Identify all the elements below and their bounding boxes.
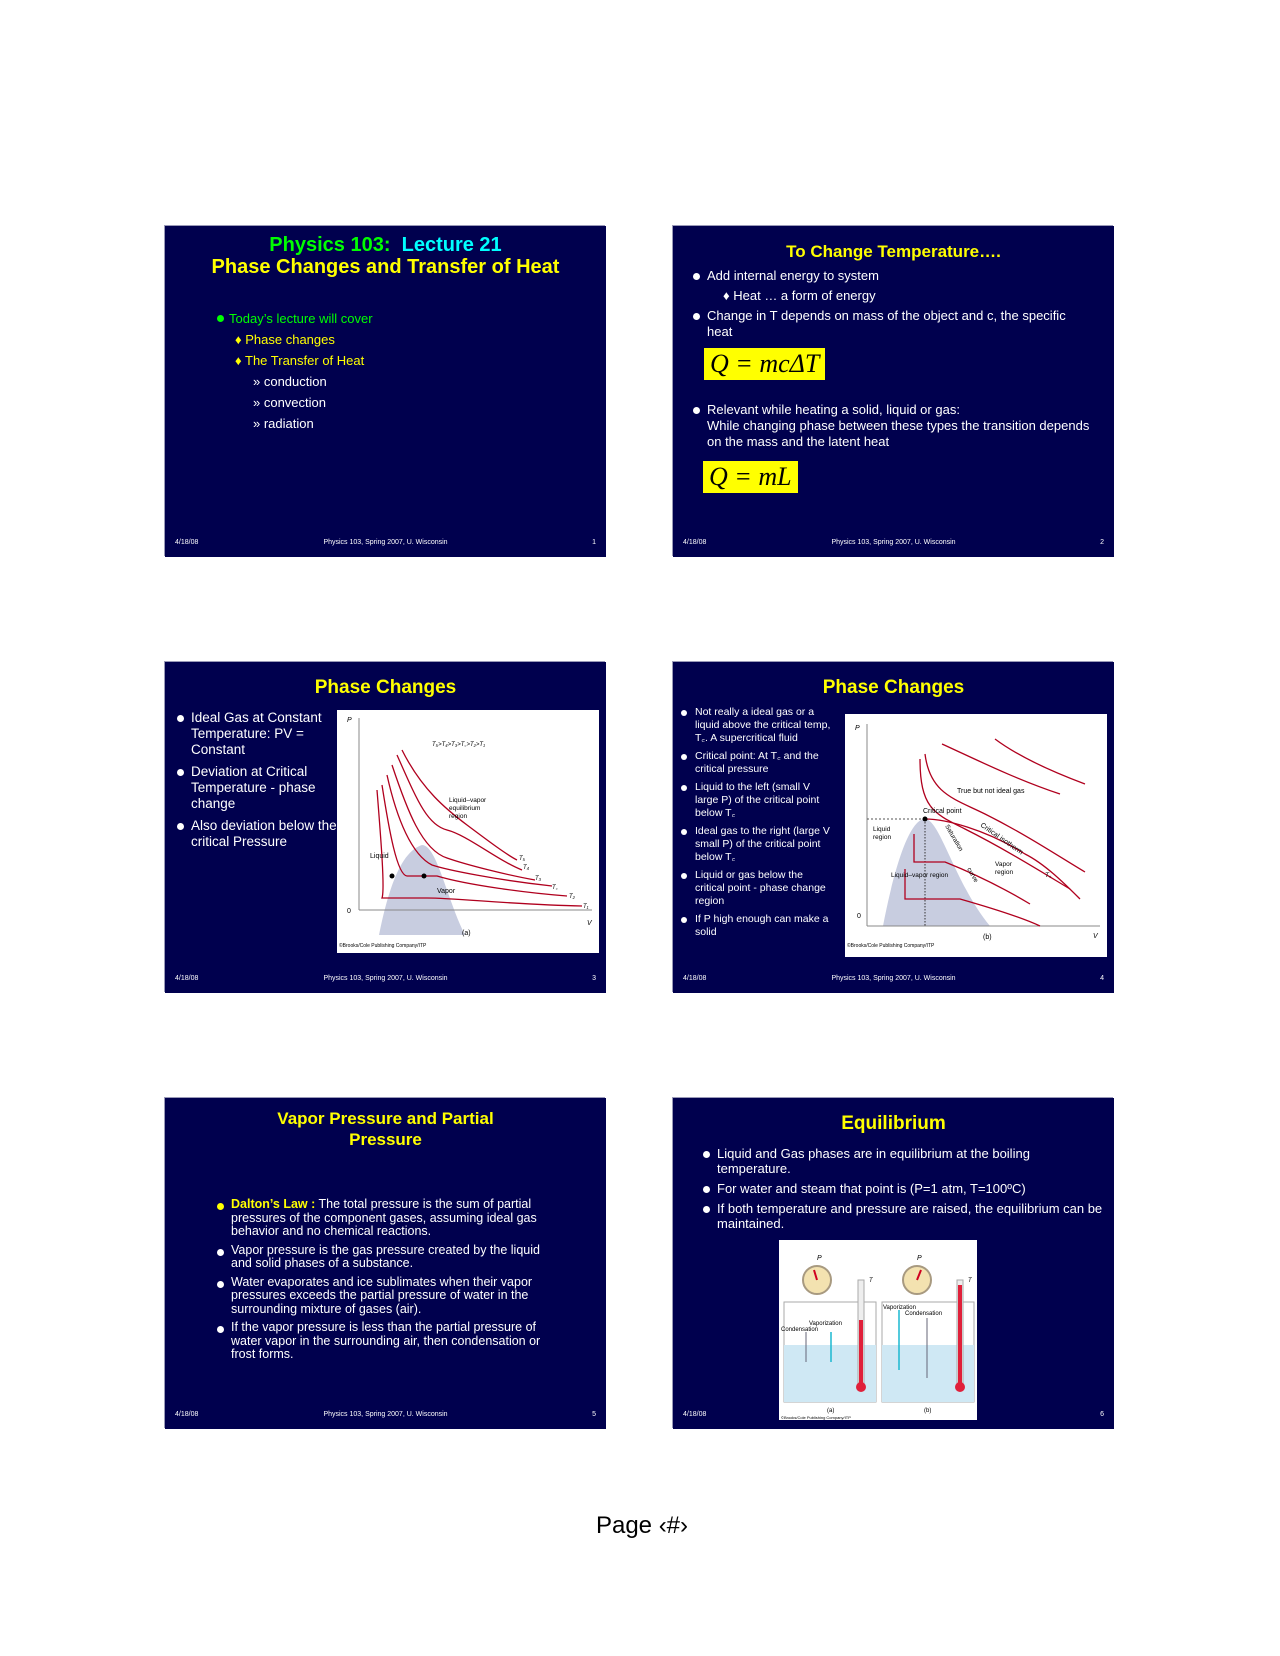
svg-text:(a): (a) bbox=[462, 930, 471, 937]
slide-6 bbox=[673, 1098, 1114, 1429]
slide-footer: 4/18/08 Physics 103, Spring 2007, U. Wisconsin 1 bbox=[175, 539, 596, 546]
equation-latent-heat: Q = mL bbox=[703, 461, 798, 493]
bullet-list: Today’s lecture will cover ♦ Phase changes ♦ The Transfer of Heat » conduction » convection » radiation bbox=[217, 308, 373, 434]
bullet-list: Liquid and Gas phases are in equilibrium at the boiling temperature. For water and steam that point is (P=1 atm, T=100ºC) If both temperature and pressure are raised, the equilibrium can be maintained. bbox=[703, 1146, 1103, 1231]
svg-text:Liquid: Liquid bbox=[873, 826, 891, 833]
bullet-icon bbox=[681, 917, 687, 923]
svg-text:0: 0 bbox=[857, 913, 861, 920]
bullet-icon bbox=[217, 1249, 224, 1256]
svg-text:T꜀: T꜀ bbox=[1045, 872, 1052, 879]
slide-title: Phase Changes bbox=[314, 677, 457, 698]
svg-text:Critical point: Critical point bbox=[923, 808, 962, 815]
diamond-bullet-icon: ♦ bbox=[723, 288, 734, 303]
svg-text:T₁: T₁ bbox=[583, 904, 589, 910]
slide-title: To Change Temperature…. bbox=[786, 242, 1001, 261]
svg-text:©Brooks/Cole Publishing Compan: ©Brooks/Cole Publishing Company/ITP bbox=[339, 943, 427, 949]
bullet-icon bbox=[177, 769, 184, 776]
svg-text:T₄: T₄ bbox=[523, 865, 530, 871]
bullet-icon bbox=[217, 315, 224, 322]
svg-text:Vapor: Vapor bbox=[437, 888, 456, 895]
slide-footer: 4/18/08 Physics 103, Spring 2007, U. Wisconsin 2 bbox=[683, 539, 1104, 546]
equation-heat-capacity: Q = mcΔT bbox=[704, 348, 825, 380]
svg-text:Condensation: Condensation bbox=[905, 1311, 943, 1317]
svg-text:Liquid–vapor: Liquid–vapor bbox=[449, 797, 487, 804]
bullet-list: Add internal energy to system ♦ Heat … a form of energy Change in T depends on mass of the object and c, the specific heat bbox=[693, 268, 1093, 340]
svg-text:(b): (b) bbox=[924, 1408, 932, 1414]
pv-critical-point-diagram-b bbox=[845, 714, 1107, 957]
bullet-icon bbox=[703, 1151, 710, 1158]
slide-title: Equilibrium bbox=[841, 1113, 946, 1134]
svg-text:curve: curve bbox=[965, 866, 980, 884]
svg-text:©Brooks/Cole Publishing Compan: ©Brooks/Cole Publishing Company/ITP bbox=[781, 1415, 851, 1420]
svg-text:Condensation: Condensation bbox=[781, 1327, 819, 1333]
svg-text:Vapor: Vapor bbox=[995, 861, 1012, 868]
svg-text:T: T bbox=[968, 1278, 972, 1284]
slide-4 bbox=[673, 662, 1114, 993]
svg-text:True but not ideal gas: True but not ideal gas bbox=[957, 788, 1025, 795]
svg-text:V: V bbox=[1093, 933, 1098, 940]
bullet-icon bbox=[217, 1326, 224, 1333]
pv-isotherm-diagram-a bbox=[337, 710, 599, 953]
bullet-icon bbox=[681, 785, 687, 791]
svg-text:T₅>T₄>T₃>T꜀>T₂>T₁: T₅>T₄>T₃>T꜀>T₂>T₁ bbox=[432, 742, 485, 748]
bullet-icon bbox=[217, 1203, 224, 1210]
bullet-list: Ideal Gas at Constant Temperature: PV = Constant Deviation at Critical Temperature - phase change Also deviation below the critical Pressure bbox=[177, 710, 337, 850]
bullet-icon bbox=[681, 710, 687, 716]
svg-text:equilibrium: equilibrium bbox=[449, 805, 481, 812]
slide-footer: 4/18/08 6 bbox=[683, 1411, 1104, 1418]
diamond-bullet-icon: ♦ bbox=[235, 353, 246, 368]
bullet-icon bbox=[217, 1281, 224, 1288]
svg-text:T₃: T₃ bbox=[535, 876, 542, 882]
bullet-icon bbox=[177, 715, 184, 722]
svg-text:Critical isotherm: Critical isotherm bbox=[978, 821, 1024, 857]
svg-text:Vaporization: Vaporization bbox=[809, 1321, 842, 1327]
bullet-icon bbox=[703, 1206, 710, 1213]
svg-text:region: region bbox=[449, 813, 468, 820]
bullet-icon bbox=[681, 873, 687, 879]
equilibrium-diagram bbox=[779, 1240, 977, 1420]
svg-text:P: P bbox=[817, 1255, 822, 1262]
bullet-list: Not really a ideal gas or a liquid above the critical temp, T꜀. A supercritical fluid Critical point: At T꜀ and the critical pressure Liquid to the left (small V large P) of the critical point below T꜀ Ideal gas to the right (large V small P) of the critical point below T꜀ Liquid or gas below the critical point - phase change region If P high enough can make a solid bbox=[681, 706, 833, 939]
bullet-list: Relevant while heating a solid, liquid or gas: While changing phase between these types the transition depends on the mass and the latent heat bbox=[693, 402, 1103, 450]
diamond-bullet-icon: ♦ bbox=[235, 332, 246, 347]
bullet-icon bbox=[693, 273, 700, 280]
slide-footer: 4/18/08 Physics 103, Spring 2007, U. Wisconsin 5 bbox=[175, 1411, 596, 1418]
slide-footer: 4/18/08 Physics 103, Spring 2007, U. Wisconsin 3 bbox=[175, 975, 596, 982]
bullet-icon bbox=[693, 407, 700, 414]
svg-text:P: P bbox=[347, 717, 352, 724]
slide-title: Vapor Pressure and Partial Pressure bbox=[277, 1109, 494, 1149]
svg-text:Liquid: Liquid bbox=[370, 853, 389, 860]
bullet-icon bbox=[681, 754, 687, 760]
bullet-icon bbox=[177, 823, 184, 830]
slide-3 bbox=[165, 662, 606, 993]
svg-text:T: T bbox=[869, 1278, 873, 1284]
slide-2 bbox=[673, 226, 1114, 557]
page-number-label: Page ‹#› bbox=[595, 1512, 689, 1539]
svg-text:region: region bbox=[873, 834, 892, 841]
slide-title: Phase Changes bbox=[822, 677, 965, 698]
svg-text:(a): (a) bbox=[827, 1408, 835, 1414]
svg-text:©Brooks/Cole Publishing Compan: ©Brooks/Cole Publishing Company/ITP bbox=[847, 943, 935, 949]
slide-footer: 4/18/08 Physics 103, Spring 2007, U. Wisconsin 4 bbox=[683, 975, 1104, 982]
svg-text:Saturation: Saturation bbox=[943, 823, 965, 853]
bullet-icon bbox=[693, 313, 700, 320]
svg-text:T₅: T₅ bbox=[519, 856, 526, 862]
svg-text:P: P bbox=[917, 1255, 922, 1262]
svg-text:T₂: T₂ bbox=[569, 894, 575, 900]
svg-text:0: 0 bbox=[347, 908, 351, 915]
slide-1 bbox=[165, 226, 606, 557]
svg-text:(b): (b) bbox=[983, 934, 992, 941]
svg-text:V: V bbox=[587, 920, 592, 927]
svg-text:Liquid–vapor region: Liquid–vapor region bbox=[891, 872, 949, 879]
bullet-icon bbox=[681, 829, 687, 835]
svg-text:T꜀: T꜀ bbox=[552, 885, 558, 891]
svg-text:Vaporization: Vaporization bbox=[883, 1305, 916, 1311]
svg-text:region: region bbox=[995, 869, 1014, 876]
bullet-icon bbox=[703, 1186, 710, 1193]
bullet-list: Dalton’s Law : The total pressure is the sum of partial pressures of the component gases, assuming ideal gas behavior and no chemical reactions. Vapor pressure is the gas pressure created by the liquid and solid phases of a substance. Water evaporates and ice sublimates when their vapor pressures exceeds the partial pressure of water in the surrounding mixture of gases (air). If the vapor pressure is less than the partial pressure of water vapor in the surrounding air, then condensation or frost forms. bbox=[217, 1198, 557, 1362]
slide-title: Physics 103: Lecture 21 Phase Changes and Transfer of Heat bbox=[211, 234, 560, 278]
slide-5 bbox=[165, 1098, 606, 1429]
svg-text:P: P bbox=[855, 725, 860, 732]
